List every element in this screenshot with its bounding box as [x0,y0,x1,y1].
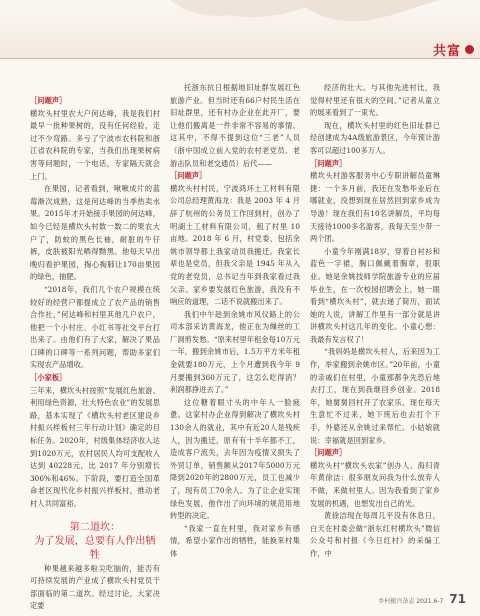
quote-huang-xujie: 横坎头村“横坎头农家”创办人、海归青年黄徐洁：很多朋友问我为什么放弃人不做，来做村里人。因为我看到了家乡发展的机遇，也想发出自己的光。 [310,460,440,508]
quote-tong-linjie: 横坎头村游客服务中心专职讲解员童琳捷：一个多月前，我还在发愁毕业后在哪就业，没想到现在居然回到家乡成为导游！现在我们有10名讲解员，平均每天接待1000多名游客，我每天至少带一两个团。 [310,171,440,244]
question-tag: ［问题声］ [170,171,207,181]
page-footer [378,592,466,606]
paragraph: 现在，横坎头村里的红色旧址群已经创建成为4A级旅游景区，今年预计游客可以超过100多万人。 [310,120,440,155]
section-header [433,40,474,58]
paragraph: 这位糖着眼寸头的中年人一脸疲惫。这家村办企业得到解决了横坎头村130余人的就业，其中有近20人是残疾人，因为搬迁，原有有十半年都不工，造成客户流失，去年因为疫情又损失了外贸订单，销售额从2017年5000万元降到2020年的2800万元，员工也减少了，现有员工70余人。为了让企业实现绿色发展，他作出了向环境的规范用地转型的决定。 [170,397,300,521]
paragraph: 托浙东抗日根据地旧址群发展红色旅游产业。但当时还有66户村民生活在旧址群里，还有村办企业在此开厂，要让他们搬离是一件非常不容易的事情。这其中，不得不提到这位“三老”人员（浙中国成立前入党的农村老党员、老游击队员和老交通员）后代—— [170,83,300,168]
column-3 [310,82,440,561]
page-number: 71 [449,592,466,606]
quote-he-dafeng: 横坎头村里农大户何达峰，我是我们村最早一批种果树的，没有任何经验，走过不少弯路。多亏了宁波市农科院和浙江省农科院的专家，当我们出现果树病害等问题时，一个电话，专家隔天就会上门。 [30,108,160,181]
publication-info: 乡村振兴杂志 2021.6-7 [378,598,444,605]
question-tag: ［问题声］ [310,158,347,168]
red-dot-icon [465,45,474,54]
question-tag: ［问题声］ [310,448,347,458]
page-header-band [0,0,480,58]
column-1 [30,95,160,613]
paragraph: 种果越来越多啦尖吃脑的，能否有可持续发展的产业成了横坎头村党员干部面临的第二道坎。经过讨论，大家决定要 [30,563,160,611]
village-note-tag: ［小家板］ [30,373,67,383]
paragraph: “2018年，我们几个农户规模在统较好的经营户都提成立了农产品的销售合作社，”何达峰和村里其他几户农户，他把一个小村庄、小红书等社交平台打出来了。由他们有了大家，解决了果品口碑的口碑等一系列问题，帮助多家们实现农产品增收。 [30,284,160,370]
section-heading-line2: 为了发展，总要有人作出牺牲 [34,535,156,561]
paragraph: 在果园，记者看到，啾啾成片的蓝莓渐次成熟，这是何达峰的当季热卖水果。2015年才开始接手果园的何达峰，如今已经是横坎头村数一数二的果农大户了，防蚊的黑色长袖，耐脏的牛仔裤，皮肤被阳光晒得黝黑。他每天早出晚归看护果园，掏心掏肺让170亩果园的绿色，抽肥。 [30,184,160,282]
paragraph: “我妈妈是横坎头村人，后来因为工作，举家搬到余姚市区。”20年前，小童的亲戚们在村里，小童那都争先恐后地去打工，现在到我继回乡创业。2018年，她舅舅回村开了农家乐，现在每天生意忙不过来，她下班后也去打个下手，外婆还从余姚过来帮忙。小姑娘就说：幸福就是回到家乡。 [310,347,440,445]
paragraph: 小童今年刚满18岁，穿着白衬衫和蓝色一字裙，胸口佩戴着胸章，很职业。她是余姚技师学院旅游专业的应届毕业生，在一次校园招聘会上，她一眼看到“横坎头村”，就去递了简历，面试她的人说，讲解工作里有一部分就是讲讲横坎头村这几年的变化。小童心想：我最有发言权了！ [310,246,440,344]
section-heading [30,521,160,563]
village-note: 三年来，横坎头村按照“发展红色旅游、利用绿色资源，壮大特色农业”的发展思路，基本实现了《横坎头村老区建设乡村振兴样板村三年行动计划》确定的目标任务。2020年，村级集体经济收入达到1020万元，农村居民人均可支配收入达到 40228元，比 2017 年分别增长 306%和46%。下阶段，要打造全国革命老区现代化乡村振兴样板村，推动老村人共同富裕。 [30,385,160,508]
paragraph: 我们中午趁到余姚市风仪路上的公司本部采访黄海龙，他正在为缫丝的工厂洞剪发愁。“原来村里年租金每10万元一年，搬到余姚市后，1.5万平方米年租金就要180万元，上个月遭到我今年 9 月要搬到360万元了，这怎么吃得消？利润都挣进去了。” [170,309,300,395]
paragraph: 经济的壮大。与其他先进村比，我觉得村里还有很大的空间。”记者从童立的展来看到了一束光。 [310,83,440,118]
leaf-decoration-icon [300,0,440,58]
column-2 [170,82,300,561]
section-title: 共富 [432,43,461,59]
question-tag: ［问题声］ [30,96,67,105]
paragraph: 黄徐洁现在每周几平没有休息日，白天在村委会做“浙东红村横坎头”微信公众号和村报《今日红村》的采编工作，中 [310,511,440,558]
leaf-decoration-icon [170,0,310,58]
section-heading-line1: 第二道坎： [69,521,121,533]
header-divider [0,58,480,59]
quote-huang-hailong: 横坎头村村民，宁波鸿环土工材料有限公司总经理黄海龙：我是 2003 年 4 月辞了杭州的公务员工作回到村，创办了明湖土工材料有限公司，租了村里 10 亩地。2018 年 6 月，村党委，包括余姚市领导都上我家动员我搬迁。我家长辈也是党员，但我父亲是 1945 年从入党的老党员，总书记当年到我家看过我父亲。家乡要发展红色旅游，我没有不响应的道理，二话不说就搬出来了。 [170,183,300,307]
paragraph: “我家一直在村里，我对家乡有感情，希望小家作出的牺牲，能换来村集体 [170,523,300,558]
